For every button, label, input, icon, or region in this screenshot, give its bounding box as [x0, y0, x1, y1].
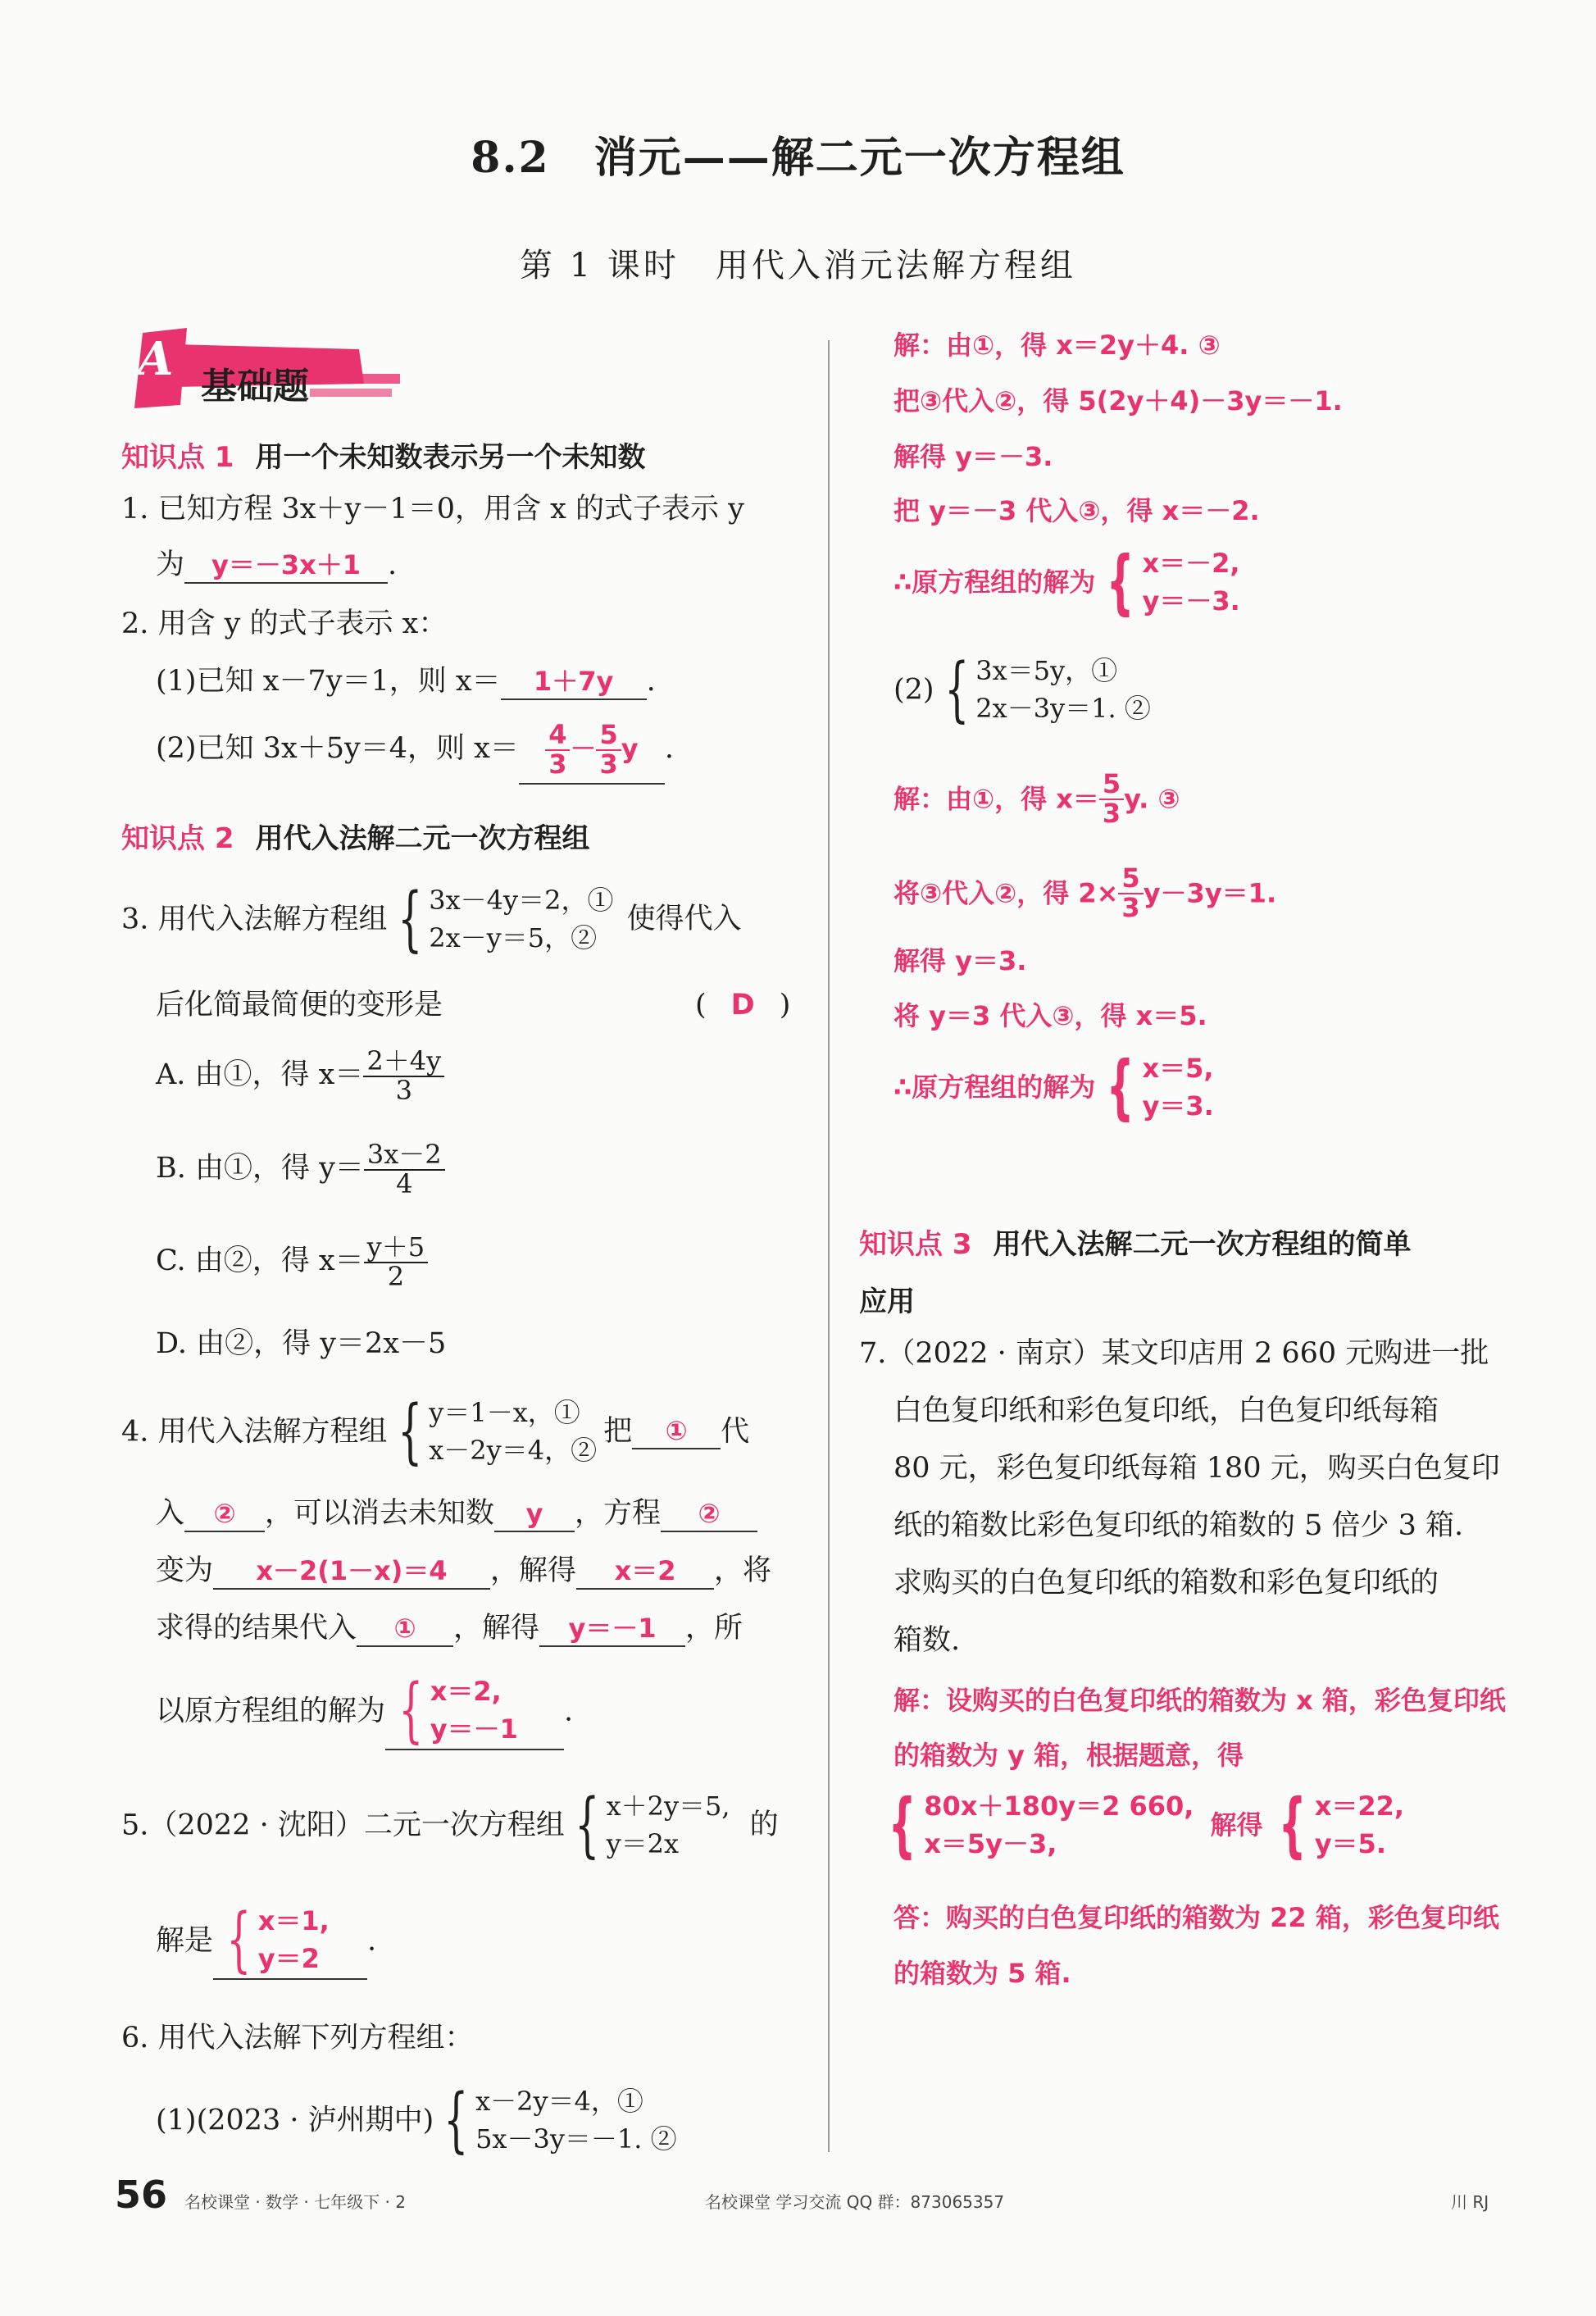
- q6-sol1-line2: 把③代入②，得 5(2y＋4)－3y＝－1.: [893, 385, 1343, 416]
- q6-part1: (1)(2023 · 泸州期中) { x－2y＝4，① 5x－3y＝－1. ②: [156, 2079, 677, 2162]
- knowledge-point-3-cont: 应用: [859, 1285, 915, 1318]
- column-divider: [828, 340, 830, 2152]
- page-number: 56: [115, 2173, 168, 2217]
- section-letter: A: [138, 332, 174, 386]
- footer-center: 名校课堂 学习交流 QQ 群：873065357: [705, 2192, 1005, 2212]
- q3-answer-bracket: ( D ): [695, 989, 791, 1021]
- q4-line2: 入 ② ，可以消去未知数 y ，方程 ②: [156, 1496, 757, 1532]
- q6-sol1-conclusion: ∴原方程组的解为 { x＝－2, y＝－3.: [893, 541, 1240, 624]
- q3-option-d: D. 由②，得 y＝2x－5: [156, 1327, 447, 1360]
- q1-answer: y＝－3x＋1: [211, 549, 361, 580]
- q3-option-c: C. 由②，得 x＝ $\frac{y+5}{2}$: [156, 1234, 428, 1290]
- q2-part1: (1)已知 x－7y＝1，则 x＝ 1＋7y .: [156, 664, 656, 700]
- q1-line2: 为 y＝－3x＋1 .: [156, 548, 397, 584]
- q7-line6: 箱数.: [893, 1624, 961, 1657]
- q3-option-a: A. 由①，得 x＝ $\frac{2+4y}{3}$: [156, 1048, 444, 1104]
- q7-answer-line2: 的箱数为 5 箱.: [893, 1958, 1071, 1989]
- q7-answer-line1: 答：购买的白色复印纸的箱数为 22 箱，彩色复印纸: [893, 1902, 1499, 1933]
- q7-line4: 纸的箱数比彩色复印纸的箱数的 5 倍少 3 箱.: [893, 1509, 1464, 1542]
- q7-line5: 求购买的白色复印纸的箱数和彩色复印纸的: [893, 1567, 1439, 1599]
- q2-p1-answer: 1＋7y: [533, 666, 614, 697]
- q5-line2: 解是 { x＝1, y＝2 .: [156, 1899, 377, 1982]
- page-title: 8.2 消元——解二元一次方程组: [471, 133, 1125, 183]
- q4-line5: 以原方程组的解为 { x＝2, y＝－1 .: [156, 1669, 574, 1752]
- lesson-subtitle: 第 1 课时 用代入消元法解方程组: [520, 247, 1076, 284]
- q7-sol-system: { 80x＋180y＝2 660, x＝5y－3, 解得 { x＝22, y＝5.: [888, 1784, 1405, 1867]
- q6-sol2-line1: 解：由①，得 x＝ $\frac{5}{3}$ y. ③: [893, 768, 1180, 829]
- q1-line1: 1. 已知方程 3x＋y－1＝0，用含 x 的式子表示 y: [121, 493, 744, 526]
- q6-part2: (2) { 3x＝5y，① 2x－3y＝1. ②: [893, 648, 1151, 731]
- q3-option-b: B. 由①，得 y＝ $\frac{3x-2}{4}$: [156, 1141, 445, 1198]
- q6-sol2-line2: 将③代入②，得 2× $\frac{5}{3}$ y－3y＝1.: [893, 862, 1277, 923]
- q7-line3: 80 元，彩色复印纸每箱 180 元，购买白色复印: [893, 1452, 1500, 1485]
- q6-sol2-line3: 解得 y＝3.: [893, 945, 1027, 976]
- q6-sol2-line4: 将 y＝3 代入③，得 x＝5.: [893, 1000, 1207, 1031]
- q6-stem: 6. 用代入法解下列方程组：: [121, 2022, 474, 2054]
- q7-sol-line1: 解：设购买的白色复印纸的箱数为 x 箱，彩色复印纸: [893, 1685, 1506, 1716]
- kp-text: 用一个未知数表示另一个未知数: [255, 441, 646, 474]
- q3-line2: 后化简最简便的变形是: [156, 989, 443, 1021]
- q6-sol1-line3: 解得 y＝－3.: [893, 441, 1053, 472]
- q2-stem: 2. 用含 y 的式子表示 x：: [121, 607, 448, 640]
- q5-line1: 5.（2022 · 沈阳）二元一次方程组 { x＋2y＝5, y＝2x 的: [121, 1784, 779, 1867]
- knowledge-point-3: 知识点 3 用代入法解二元一次方程组的简单: [859, 1228, 1412, 1261]
- q6-sol1-line4: 把 y＝－3 代入③，得 x＝－2.: [893, 495, 1260, 526]
- q6-sol2-conclusion: ∴原方程组的解为 { x＝5, y＝3.: [893, 1046, 1214, 1129]
- knowledge-point-2: 知识点 2 用代入法解二元一次方程组: [121, 822, 590, 855]
- q7-line1: 7.（2022 · 南京）某文印店用 2 660 元购进一批: [859, 1337, 1489, 1370]
- q7-line2: 白色复印纸和彩色复印纸，白色复印纸每箱: [893, 1395, 1439, 1427]
- kp-label: 知识点 1: [121, 441, 234, 474]
- footer-right: 川 RJ: [1451, 2192, 1489, 2212]
- q6-sol1-line1: 解：由①，得 x＝2y＋4. ③: [893, 330, 1221, 361]
- footer-left: 名校课堂 · 数学 · 七年级下 · 2: [184, 2192, 406, 2212]
- q4-line1: 4. 用代入法解方程组 { y＝1－x，① x－2y＝4，② 把 ① 代: [121, 1390, 750, 1473]
- q7-sol-line2: 的箱数为 y 箱，根据题意，得: [893, 1740, 1244, 1771]
- q4-line3: 变为 x－2(1－x)＝4 ，解得 x＝2 ，将: [156, 1554, 771, 1590]
- q2-part2: (2)已知 3x＋5y＝4，则 x＝ $\frac{4}{3}$ － $\frac{5}{3}$ y .: [156, 721, 674, 785]
- q4-line4: 求得的结果代入 ① ，解得 y＝－1 ，所: [156, 1611, 743, 1647]
- q3-stem: 3. 用代入法解方程组 { 3x－4y＝2，① 2x－y＝5，② 使得代入: [121, 878, 742, 961]
- section-label: 基础题: [201, 366, 309, 407]
- knowledge-point-1: [121, 435, 646, 475]
- q3-answer: D: [730, 989, 755, 1021]
